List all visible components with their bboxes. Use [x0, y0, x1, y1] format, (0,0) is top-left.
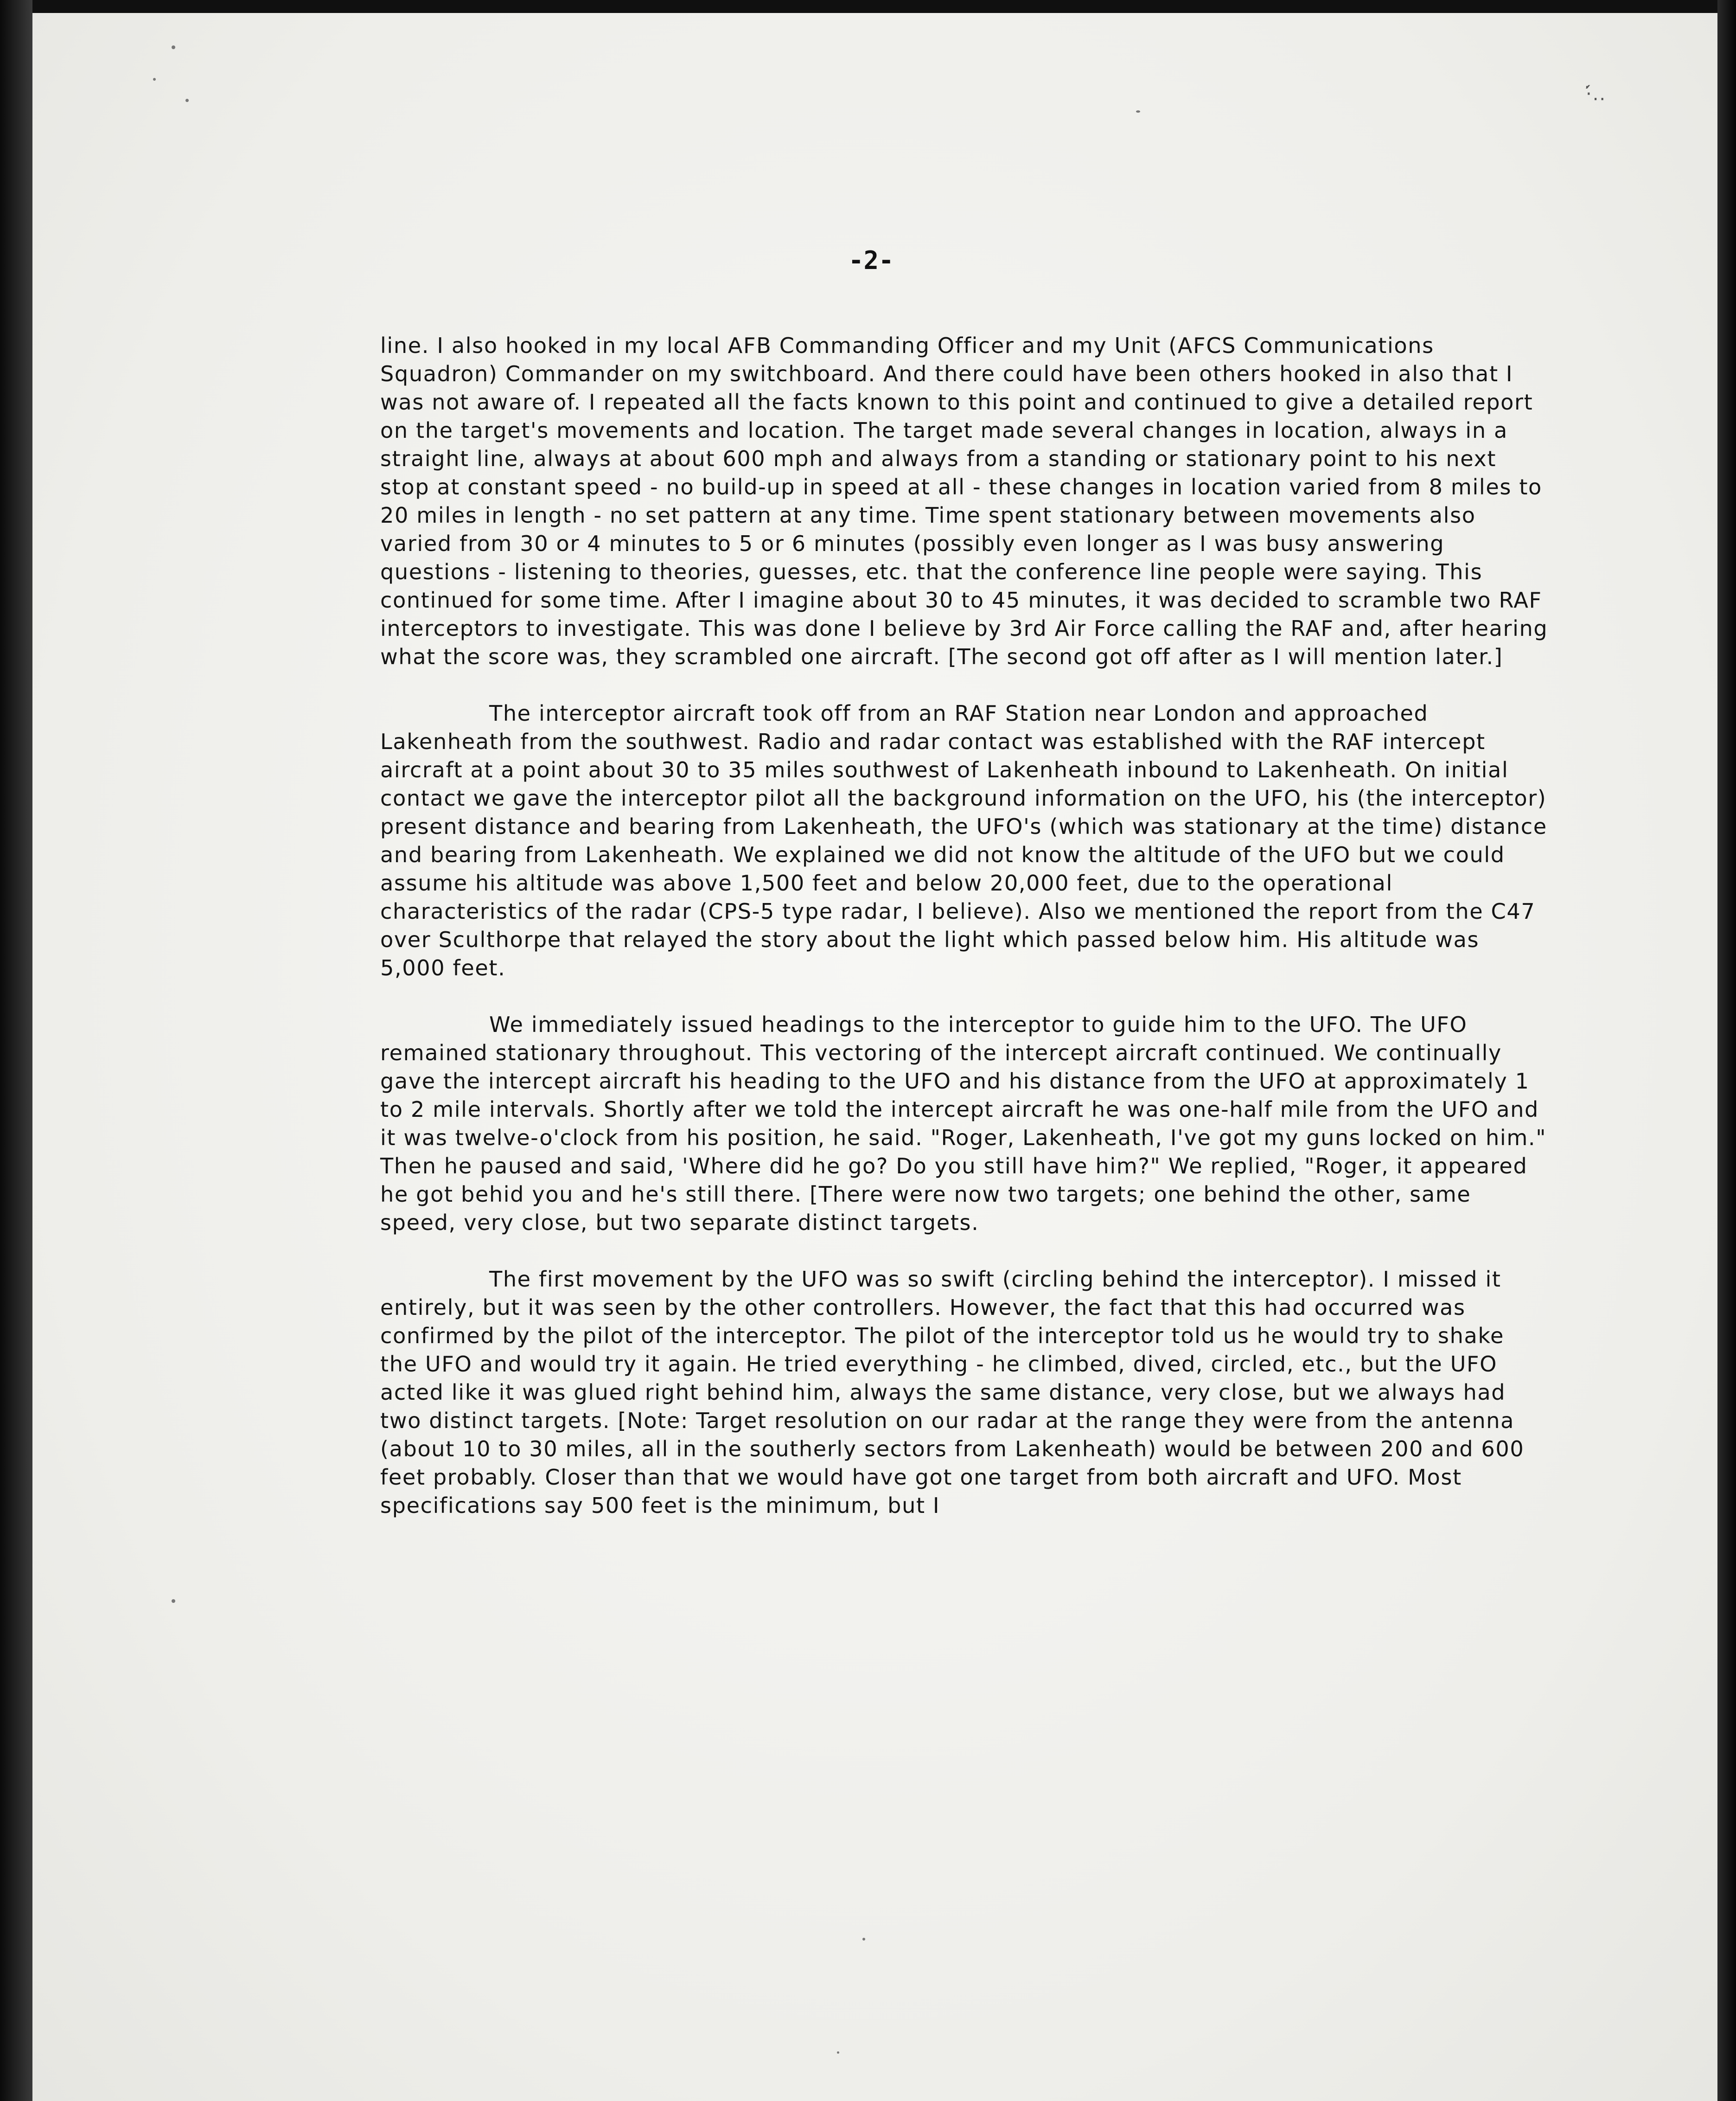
scan-speck: [1136, 110, 1140, 113]
scan-speck: [172, 45, 175, 49]
scan-speck: [153, 78, 156, 81]
scan-speck: [862, 1938, 865, 1941]
scan-speck: [837, 2051, 839, 2054]
scan-border-top: [0, 0, 1736, 13]
paragraph-2: The interceptor aircraft took off from an RAF Station near London and approached Lakenheath from the southwest. Radio and radar contact was established with the RAF intercept aircraft at a point about 30 to 35 miles southwest of Lakenheath inbound to Lakenheath. On initial contact we gave the interceptor pilot all the background information on the UFO, his (the interceptor) present distance and bearing from Lakenheath, the UFO's (which was stationary at the time) distance and bearing from Lakenheath. We explained we did not know the altitude of the UFO but we could assume his altitude was above 1,500 feet and below 20,000 feet, due to the operational characteristics of the radar (CPS-5 type radar, I believe). Also we mentioned the report from the C47 over Sculthorpe that relayed the story about the light which passed below him. His altitude was 5,000 feet.: [380, 701, 1547, 980]
scan-border-right: [1717, 0, 1736, 2101]
page-number: -2-: [849, 246, 894, 275]
paragraph-1: line. I also hooked in my local AFB Commanding Officer and my Unit (AFCS Communications Squadron) Commander on my switchboard. And there could have been others hooked in also that I was not aware of. I repeated all the facts known to this point and continued to give a detailed report on the target's movements and location. The target made several changes in location, always in a straight line, always at about 600 mph and always from a standing or stationary point to his next stop at constant speed - no build-up in speed at all - these changes in location varied from 8 miles to 20 miles in length - no set pattern at any time. Time spent stationary between movements also varied from 30 or 4 minutes to 5 or 6 minutes (possibly even longer as I was busy answering questions - listening to theories, guesses, etc. that the conference line people were saying. This continued for some time. After I imagine about 30 to 45 minutes, it was decided to scramble two RAF interceptors to investigate. This was done I believe by 3rd Air Force calling the RAF and, after hearing what the score was, they scrambled one aircraft. [The second got off after as I will mention later.]: [380, 333, 1548, 669]
scan-speck: [172, 1599, 175, 1603]
corner-mark: ·́̇..: [1586, 83, 1607, 105]
paragraph-4: The first movement by the UFO was so swift (circling behind the interceptor). I missed it entirely, but it was seen by the other controllers. However, the fact that this had occurred was confirmed by the pilot of the interceptor. The pilot of the interceptor told us he would try to shake the UFO and would try it again. He tried everything - he climbed, dived, circled, etc., but the UFO acted like it was glued right behind him, always the same distance, very close, but we always had two distinct targets. [Note: Target resolution on our radar at the range they were from the antenna (about 10 to 30 miles, all in the southerly sectors from Lakenheath) would be between 200 and 600 feet probably. Closer than that we would have got one target from both aircraft and UFO. Most specifications say 500 feet is the minimum, but I: [380, 1267, 1525, 1518]
document-body: [380, 332, 1549, 1548]
paragraph-3: We immediately issued headings to the interceptor to guide him to the UFO. The UFO remained stationary throughout. This vectoring of the intercept aircraft continued. We continually gave the intercept aircraft his heading to the UFO and his distance from the UFO at approximately 1 to 2 mile intervals. Shortly after we told the intercept aircraft he was one-half mile from the UFO and it was twelve-o'clock from his position, he said. "Roger, Lakenheath, I've got my guns locked on him." Then he paused and said, 'Where did he go? Do you still have him?" We replied, "Roger, it appeared he got behid you and he's still there. [There were now two targets; one behind the other, same speed, very close, but two separate distinct targets.: [380, 1012, 1547, 1235]
scan-border-left: [0, 0, 32, 2101]
scan-speck: [185, 99, 189, 102]
